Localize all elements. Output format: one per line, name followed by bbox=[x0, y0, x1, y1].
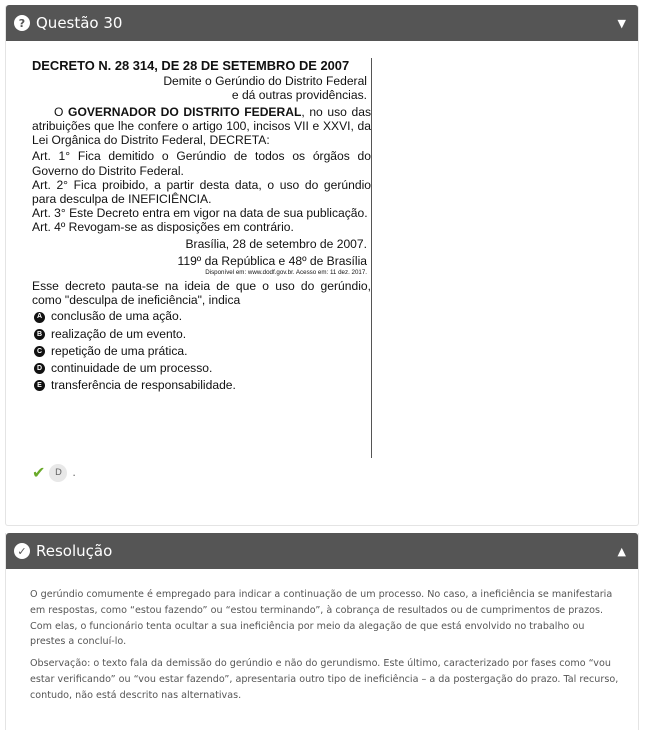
decree-art2: Art. 2° Fica proibido, a partir desta data, o uso do gerúndio para desculpa de INEFICIÊNCIA. bbox=[32, 177, 371, 206]
option-letter-badge: D bbox=[34, 363, 45, 374]
question-prompt: Esse decreto pauta-se na ideia de que o uso do gerúndio, como "desculpa de ineficiência", indica bbox=[32, 279, 371, 308]
check-icon: ✔ bbox=[32, 463, 46, 482]
option-b bbox=[32, 326, 371, 343]
decree-art3: Art. 3° Este Decreto entra em vigor na data de sua publicação. bbox=[32, 205, 368, 220]
decree-source: Disponível em: www.dodf.gov.br. Acesso em: 11 dez. 2017. bbox=[205, 269, 367, 277]
option-text: repetição de uma prática. bbox=[51, 343, 188, 358]
question-icon: ? bbox=[14, 15, 30, 31]
decree-image bbox=[32, 58, 372, 458]
option-d bbox=[32, 360, 371, 377]
decree-intro-rest: , no uso das atribuições que lhe confere o artigo 100, incisos VII e XXVI, da Lei Orgânica do Distrito Federal, DECRETA: bbox=[32, 105, 371, 148]
option-a bbox=[32, 308, 371, 325]
options-list bbox=[32, 308, 371, 394]
question-header[interactable] bbox=[6, 5, 638, 41]
decree-intro bbox=[32, 105, 371, 147]
answer-suffix: . bbox=[72, 466, 76, 479]
collapse-caret-icon[interactable]: ▼ bbox=[617, 17, 626, 30]
decree-intro-prefix: O bbox=[54, 105, 69, 120]
resolution-paragraph-1: O gerúndio comumente é empregado para indicar a continuação de um processo. No caso, a ineficiência se manifestaria em respostas, como “estou fazendo” ou “estou terminando”, à cobrança de resultados ou de cumprimentos de prazos. Com elas, o funcionário tenta ocultar a sua ineficiência por meio da alegação de que está envolvido no trabalho ou prestes a concluí-lo. bbox=[30, 589, 613, 648]
option-text: continuidade de um processo. bbox=[51, 361, 213, 376]
decree-intro-bold: GOVERNADOR DO DISTRITO FEDERAL bbox=[68, 105, 302, 120]
option-text: conclusão de uma ação. bbox=[51, 309, 183, 324]
decree-title: DECRETO N. 28 314, DE 28 DE SETEMBRO DE 2007 bbox=[32, 58, 350, 73]
resolution-body bbox=[30, 587, 620, 710]
question-title: Questão 30 bbox=[36, 14, 123, 32]
decree-art1: Art. 1° Fica demitido o Gerúndio de todos os órgãos do Governo do Distrito Federal. bbox=[32, 149, 371, 178]
check-circle-icon: ✓ bbox=[14, 543, 30, 559]
option-text: transferência de responsabilidade. bbox=[51, 378, 236, 393]
option-letter-badge: E bbox=[34, 380, 45, 391]
option-letter-badge: C bbox=[34, 346, 45, 357]
option-e bbox=[32, 377, 371, 394]
expand-caret-icon[interactable]: ▲ bbox=[617, 545, 626, 558]
decree-subtitle-2: e dá outras providências. bbox=[231, 88, 367, 103]
option-letter-badge: A bbox=[34, 312, 45, 323]
resolution-header[interactable] bbox=[6, 533, 638, 569]
decree-place-date: Brasília, 28 de setembro de 2007. bbox=[185, 237, 367, 252]
decree-republic: 119º da República e 48º de Brasília bbox=[177, 254, 367, 269]
option-letter-badge: B bbox=[34, 329, 45, 340]
decree-subtitle-1: Demite o Gerúndio do Distrito Federal bbox=[163, 74, 367, 88]
option-c bbox=[32, 343, 371, 360]
answer-row bbox=[32, 463, 76, 482]
decree-art4: Art. 4º Revogam-se as disposições em contrário. bbox=[32, 219, 294, 234]
answer-badge: D bbox=[49, 464, 67, 482]
resolution-title: Resolução bbox=[36, 542, 113, 560]
resolution-paragraph-2: Observação: o texto fala da demissão do gerúndio e não do gerundismo. Este último, caracterizado por fases como “vou estar verificando” ou “vou estar fazendo”, apresentaria outro tipo de ineficiência – a da postergação do prazo. Tal recurso, contudo, não está descrito nas alternativas. bbox=[30, 658, 619, 701]
option-text: realização de um evento. bbox=[51, 326, 187, 341]
